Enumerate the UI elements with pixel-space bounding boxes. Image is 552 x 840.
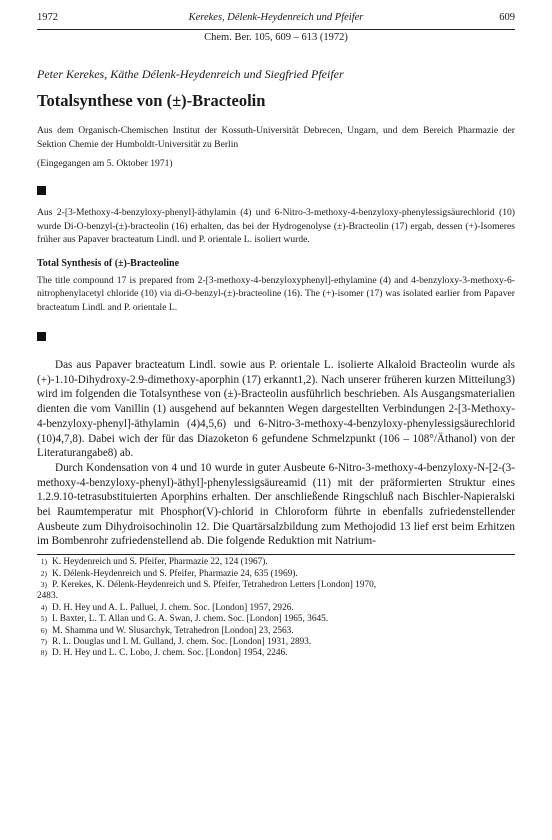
footnote-text: M. Shamma und W. Slusarchyk, Tetrahedron [London] 23, 2563. (52, 625, 294, 636)
affiliation: Aus dem Organisch-Chemischen Institut der Kossuth-Universität Debrecen, Ungarn, und dem Bereich Pharmazie der Sektion Chemie der Humboldt-Universität zu Berlin (37, 125, 515, 150)
footnote-number: 4) (40, 602, 47, 612)
footnote-continuation: 2483. (37, 591, 58, 602)
german-abstract: Aus 2-[3-Methoxy-4-benzyloxy-phenyl]-äthylamin (4) und 6-Nitro-3-methoxy-4-benzyloxy-phenylessigsäurechlorid (10) wurde Di-O-benzyl-(±)-bracteolin (16) erhalten, das bei der Hydrogenolyse (±)-Bracteolin (17) ergab, dessen (+)-Isomeres früher aus Papaver bracteatum Lindl. und P. orientale L. isoliert wurde. (37, 207, 515, 245)
footnote (37, 614, 515, 625)
footnote (37, 557, 515, 568)
footnote-text: R. L. Douglas und I. M. Gulland, J. chem. Soc. [London] 1931, 2893. (52, 636, 312, 647)
footnote-text: D. H. Hey und A. L. Palluel, J. chem. Soc. [London] 1957, 2926. (52, 602, 294, 613)
main-text (37, 358, 515, 549)
section-marker-square (37, 332, 46, 341)
header-rule (37, 29, 515, 30)
footnote (37, 648, 515, 659)
body-paragraph: Durch Kondensation von 4 und 10 wurde in guter Ausbeute 6-Nitro-3-methoxy-4-benzyloxy-N-[2-(3-methoxy-4-benzyloxy-phenyl)-äthyl]-phenylessigsäureamid (11) mit der präformierten Struktur eines 1.2.9.10-tetrasubstituierten Aporphins erhalten. Der anschließende Ringschluß nach Bischler-Napieralski bei Raumtemperatur mit Phosphor(V)-chlorid in Chloroform führte in ebenfalls zufriedenstellender Ausbeute zum Dihydroisochinolin 12. Die Quartärsalzbildung zum Methojodid 13 lief erst beim Erhitzen im Bombenrohr zufriedenstellend ab. Die folgende Reduktion mit Natrium- (37, 461, 515, 548)
author-line: Peter Kerekes, Käthe Délenk-Heydenreich und Siegfried Pfeifer (37, 67, 344, 81)
running-title: Kerekes, Délenk-Heydenreich und Pfeifer (188, 12, 364, 23)
page-number-left: 1972 (37, 12, 58, 23)
footnote-number: 2) (40, 568, 47, 578)
footnote (37, 637, 515, 648)
footnote-number: 6) (40, 625, 47, 635)
footnote-rule (37, 554, 515, 555)
footnote-text: P. Kerekes, K. Délenk-Heydenreich und S. Pfeifer, Tetrahedron Letters [London] 1970, (52, 579, 377, 590)
footnote-text: K. Délenk-Heydenreich und S. Pfeifer, Pharmazie 24, 635 (1969). (52, 568, 298, 579)
footnote (37, 569, 515, 580)
received-date: (Eingegangen am 5. Oktober 1971) (37, 158, 173, 169)
footnote-text: I. Baxter, L. T. Allan und G. A. Swan, J. chem. Soc. [London] 1965, 3645. (52, 614, 329, 625)
english-abstract: The title compound 17 is prepared from 2-[3-methoxy-4-benzyloxyphenyl]-ethylamine (4) and 4-benzyloxy-3-methoxy-6-nitrophenylacetyl chloride (10) via di-O-benzyl-(±)-bracteoline (16). The (+)-isomer (17) was isolated earlier from Papaver bracteatum Lindl. and P. orientale L. (37, 274, 515, 313)
page-number-right: 609 (499, 12, 515, 23)
footnote-number: 8) (40, 648, 47, 658)
footnotes (37, 557, 515, 660)
footnote (37, 580, 515, 591)
footnote (37, 626, 515, 637)
english-title: Total Synthesis of (±)-Bracteoline (37, 257, 180, 269)
journal-citation: Chem. Ber. 105, 609 – 613 (1972) (204, 32, 348, 43)
footnote-text: K. Heydenreich und S. Pfeifer, Pharmazie 22, 124 (1967). (52, 557, 268, 568)
journal-page (37, 12, 515, 660)
footnote-number: 3) (40, 579, 47, 589)
footnote-number: 7) (40, 636, 47, 646)
footnote-number: 5) (40, 614, 47, 624)
body-paragraph: Das aus Papaver bracteatum Lindl. sowie aus P. orientale L. isolierte Alkaloid Bracteolin wurde als (+)-1.10-Dihydroxy-2.9-dimethoxy-aporphin (17) erkannt1,2). Nach unserer früheren kurzen Mitteilung3) wird im folgenden die Totalsynthese von (±)-Bracteolin ausführlich beschrieben. Als Ausgangsmaterialien dienten die vom Vanillin (1) ausgehend auf bekannten Wegen dargestellten Verbindungen 2-[3-Methoxy-4-benzyloxy-phenyl]-äthylamin (4)4,5,6) und 6-Nitro-3-methoxy-4-benzyloxy-phenylessigsäurechlorid (10)4,7,8). Dabei wich der für das Diazoketon 6 gefundene Schmelzpunkt (106 – 108°/Äthanol) von der Literaturangabe8) ab. (37, 359, 515, 460)
running-header (37, 12, 515, 28)
footnote-text: D. H. Hey und L. C. Lobo, J. chem. Soc. [London] 1954, 2246. (52, 648, 288, 659)
footnote-number: 1) (40, 557, 47, 567)
footnote (37, 603, 515, 614)
article-title: Totalsynthese von (±)-Bracteolin (37, 91, 266, 110)
section-marker-square (37, 186, 46, 195)
